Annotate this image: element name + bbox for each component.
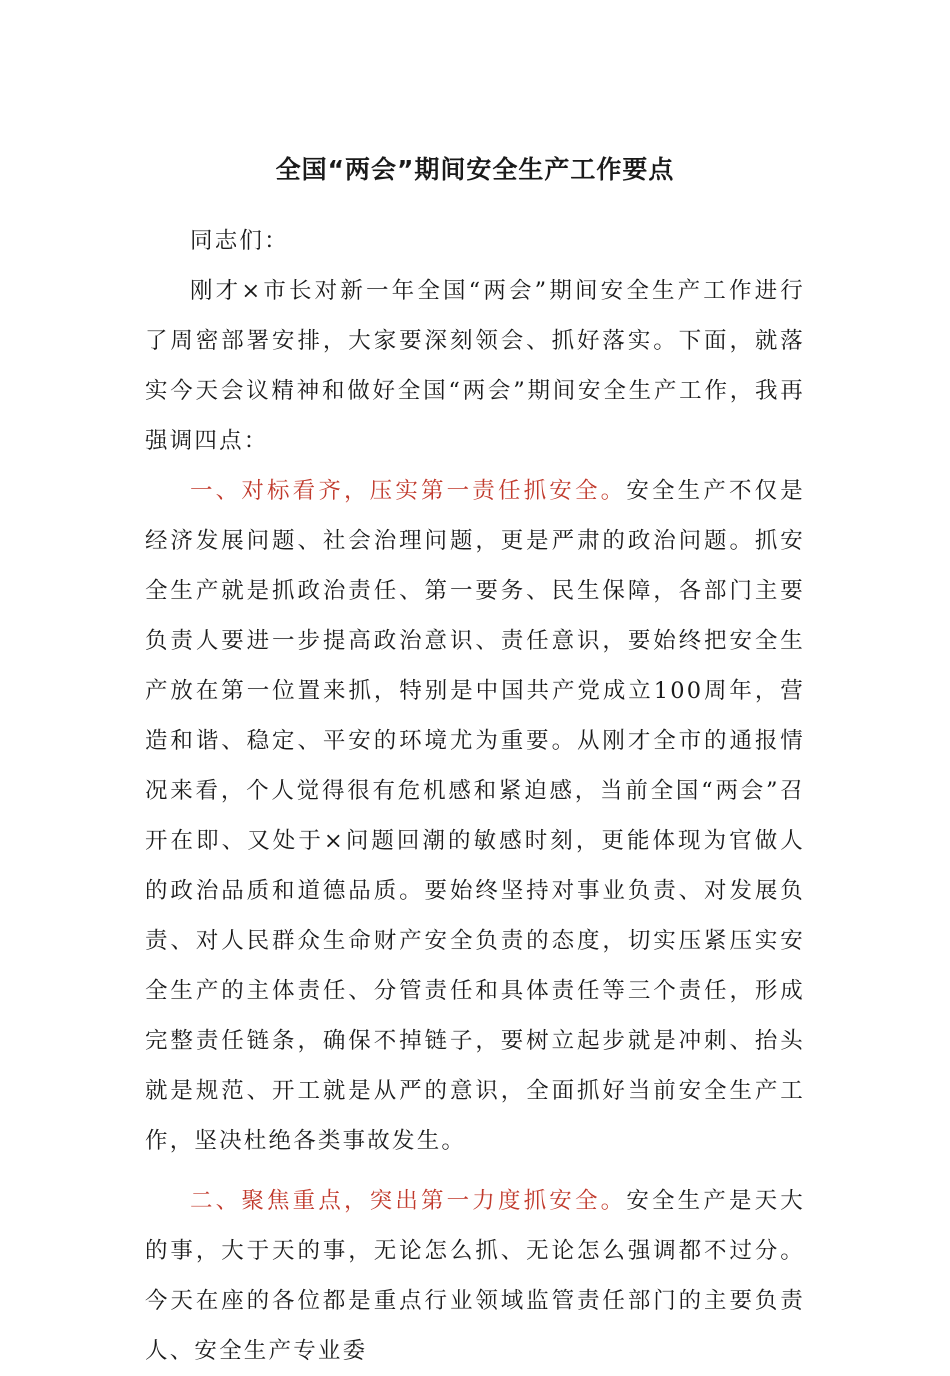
section-2-heading: 二、聚焦重点，突出第一力度抓安全。 (190, 1188, 627, 1214)
intro-paragraph: 刚才×市长对新一年全国“两会”期间安全生产工作进行了周密部署安排，大家要深刻领会、抓好落实。下面，就落实今天会议精神和做好全国“两会”期间安全生产工作，我再强调四点： (145, 278, 805, 454)
document-title: 全国“两会”期间安全生产工作要点 (275, 155, 675, 184)
section-1-body: 安全生产不仅是经济发展问题、社会治理问题，更是严肃的政治问题。抓安全生产就是抓政治责任、第一要务、民生保障，各部门主要负责人要进一步提高政治意识、责任意识，要始终把安全生产放在第一位置来抓，特别是中国共产党成立100周年，营造和谐、稳定、平安的环境尤为重要。从刚才全市的通报情况来看，个人觉得很有危机感和紧迫感，当前全国“两会”召开在即、又处于×问题回潮的敏感时刻，更能体现为官做人的政治品质和道德品质。要始终坚持对事业负责、对发展负责、对人民群众生命财产安全负责的态度，切实压紧压实安全生产的主体责任、分管责任和具体责任等三个责任，形成完整责任链条，确保不掉链子，要树立起步就是冲刺、抬头就是规范、开工就是从严的意识，全面抓好当前安全生产工作，坚决杜绝各类事故发生。 (145, 478, 806, 1154)
section-1-paragraph (145, 466, 805, 1166)
section-2-paragraph (145, 1176, 805, 1376)
greeting: 同志们： (190, 228, 289, 254)
section-2-body: 安全生产是天大的事，大于天的事，无论怎么抓、无论怎么强调都不过分。今天在座的各位都是重点行业领域监管责任部门的主要负责人、安全生产专业委 (145, 1188, 806, 1364)
section-1-heading: 一、对标看齐，压实第一责任抓安全。 (190, 478, 627, 504)
document-body (145, 216, 805, 1376)
